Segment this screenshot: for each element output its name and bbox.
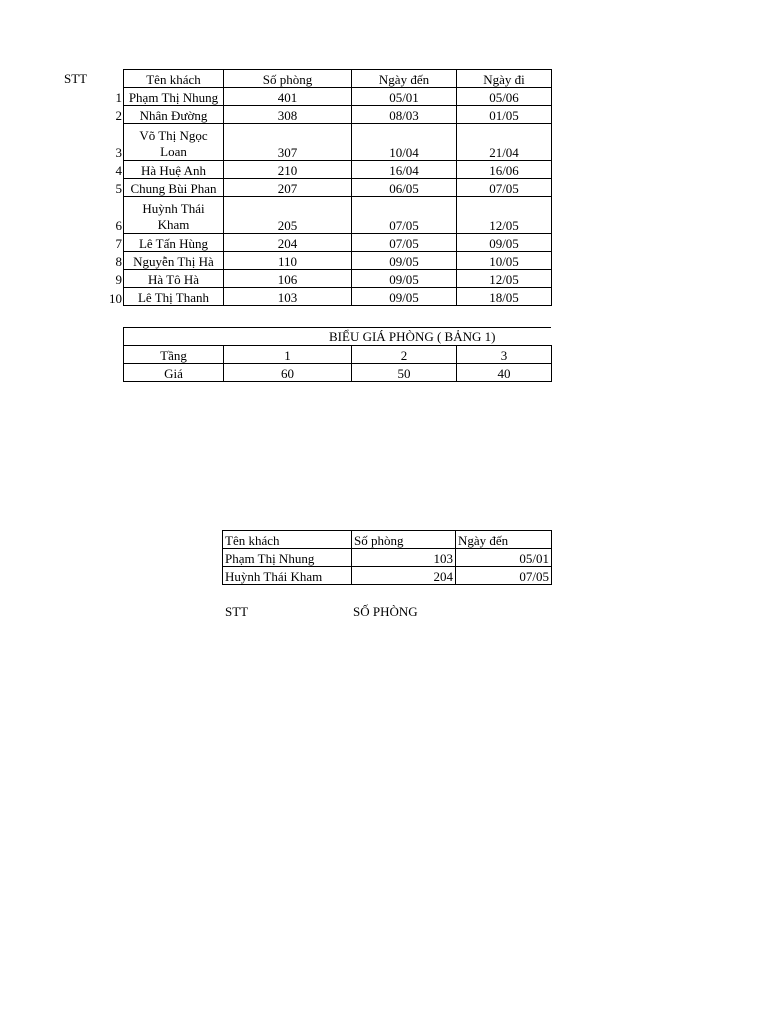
- cell-leave: 18/05: [457, 288, 552, 306]
- stt-number: 2: [115, 108, 122, 123]
- stt-number: 6: [115, 218, 122, 233]
- footer-room-label: SỐ PHÒNG: [353, 604, 418, 619]
- cell-name: Nguyễn Thị Hà: [124, 252, 224, 270]
- cell-arrive: 07/05: [352, 197, 457, 234]
- floor-value: 2: [352, 346, 457, 364]
- stt-header: STT: [64, 71, 88, 86]
- cell-arrive: 09/05: [352, 252, 457, 270]
- header-so-phong: Số phòng: [224, 70, 352, 88]
- lookup-cell-arrive: 07/05: [456, 567, 552, 585]
- cell-name: Chung Bùi Phan: [124, 179, 224, 197]
- cell-leave: 10/05: [457, 252, 552, 270]
- price-value: 60: [224, 364, 352, 382]
- lookup-header-row: [223, 531, 552, 549]
- cell-leave: 21/04: [457, 124, 552, 161]
- table-row: [124, 88, 552, 106]
- header-ten-khach: Tên khách: [124, 70, 224, 88]
- price-table-title-row: [123, 327, 551, 345]
- cell-arrive: 09/05: [352, 270, 457, 288]
- table-row: [124, 270, 552, 288]
- cell-room: 307: [224, 124, 352, 161]
- table-row: [124, 124, 552, 161]
- cell-arrive: 08/03: [352, 106, 457, 124]
- floor-value: 1: [224, 346, 352, 364]
- table-row: [124, 161, 552, 179]
- header-ngay-den: Ngày đến: [352, 70, 457, 88]
- cell-leave: 05/06: [457, 88, 552, 106]
- cell-room: 204: [224, 234, 352, 252]
- lookup-header-arrive: Ngày đến: [456, 531, 552, 549]
- cell-leave: 12/05: [457, 197, 552, 234]
- table-row: [223, 549, 552, 567]
- cell-leave: 16/06: [457, 161, 552, 179]
- cell-name: Huỳnh Thái Kham: [124, 197, 224, 234]
- cell-arrive: 05/01: [352, 88, 457, 106]
- cell-leave: 01/05: [457, 106, 552, 124]
- cell-room: 401: [224, 88, 352, 106]
- cell-arrive: 06/05: [352, 179, 457, 197]
- cell-leave: 07/05: [457, 179, 552, 197]
- price-value-row: [124, 364, 552, 382]
- guest-table-header-row: [124, 70, 552, 88]
- table-row: [124, 197, 552, 234]
- floor-value: 3: [457, 346, 552, 364]
- table-row: [124, 288, 552, 306]
- cell-name: Phạm Thị Nhung: [124, 88, 224, 106]
- cell-room: 106: [224, 270, 352, 288]
- price-table-title: BIỂU GIÁ PHÒNG ( BẢNG 1): [329, 329, 496, 344]
- table-row: [124, 252, 552, 270]
- stt-number: 4: [115, 163, 122, 178]
- lookup-header-room: Số phòng: [352, 531, 456, 549]
- price-value: 50: [352, 364, 457, 382]
- cell-arrive: 10/04: [352, 124, 457, 161]
- table-row: [223, 567, 552, 585]
- stt-number: 3: [115, 145, 122, 160]
- floor-label: Tầng: [124, 346, 224, 364]
- price-floor-row: [124, 346, 552, 364]
- cell-name: Hà Tô Hà: [124, 270, 224, 288]
- cell-room: 210: [224, 161, 352, 179]
- cell-name: Võ Thị Ngọc Loan: [124, 124, 224, 161]
- stt-number: 1: [115, 90, 122, 105]
- cell-leave: 12/05: [457, 270, 552, 288]
- guest-table: [123, 69, 552, 306]
- lookup-header-name: Tên khách: [223, 531, 352, 549]
- lookup-cell-room: 204: [352, 567, 456, 585]
- cell-room: 103: [224, 288, 352, 306]
- cell-name: Lê Tấn Hùng: [124, 234, 224, 252]
- table-row: [124, 106, 552, 124]
- stt-number: 10: [109, 291, 122, 306]
- lookup-table: [222, 530, 552, 585]
- cell-room: 110: [224, 252, 352, 270]
- stt-number: 7: [115, 236, 122, 251]
- price-label: Giá: [124, 364, 224, 382]
- table-row: [124, 234, 552, 252]
- header-ngay-di: Ngày đi: [457, 70, 552, 88]
- cell-room: 205: [224, 197, 352, 234]
- stt-number: 8: [115, 254, 122, 269]
- price-table: [123, 345, 552, 382]
- cell-room: 207: [224, 179, 352, 197]
- lookup-cell-name: Phạm Thị Nhung: [223, 549, 352, 567]
- lookup-cell-room: 103: [352, 549, 456, 567]
- cell-leave: 09/05: [457, 234, 552, 252]
- cell-name: Nhân Đường: [124, 106, 224, 124]
- lookup-cell-name: Huỳnh Thái Kham: [223, 567, 352, 585]
- cell-room: 308: [224, 106, 352, 124]
- cell-arrive: 09/05: [352, 288, 457, 306]
- cell-name: Hà Huệ Anh: [124, 161, 224, 179]
- stt-number: 9: [115, 272, 122, 287]
- price-value: 40: [457, 364, 552, 382]
- lookup-cell-arrive: 05/01: [456, 549, 552, 567]
- footer-stt-label: STT: [225, 604, 249, 619]
- table-row: [124, 179, 552, 197]
- stt-number: 5: [115, 181, 122, 196]
- cell-arrive: 07/05: [352, 234, 457, 252]
- cell-name: Lê Thị Thanh: [124, 288, 224, 306]
- cell-arrive: 16/04: [352, 161, 457, 179]
